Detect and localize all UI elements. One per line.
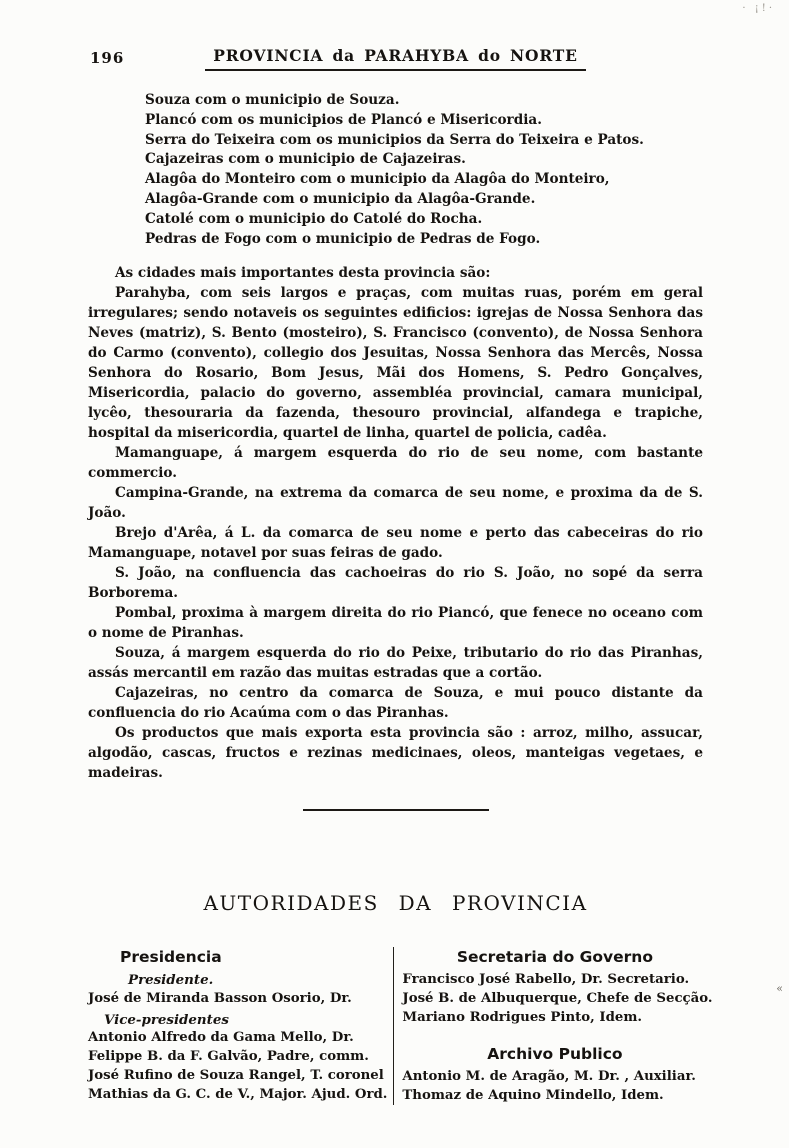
municipio-line: Plancó com os municipios de Plancó e Misericordia. (145, 111, 542, 128)
paragraph-brejo-darea: Brejo d'Arêa, á L. da comarca de seu nome e perto das cabeceiras do rio Mamanguape, notavel por suas feiras de gado. (88, 525, 703, 562)
header-title: PROVINCIA da PARAHYBA do NORTE (205, 46, 585, 71)
paragraph-souza: Souza, á margem esquerda do rio do Peixe, tributario do rio das Piranhas, assás mercantil em razão das muitas estradas que a cortão. (88, 645, 703, 682)
secretaria-member: Mariano Rodrigues Pinto, Idem. (402, 1009, 643, 1025)
secretaria-heading: Secretaria do Governo (456, 948, 653, 967)
municipio-line: Serra do Teixeira com os municipios da Serra do Teixeira e Patos. (145, 131, 644, 148)
secretaria-member: Francisco José Rabello, Dr. Secretario. (402, 972, 690, 988)
body-paragraphs (88, 263, 703, 783)
paragraph-campina-grande: Campina-Grande, na extrema da comarca de seu nome, e proxima da de S. João. (88, 485, 703, 522)
archivo-member: Thomaz de Aquino Mindello, Idem. (402, 1087, 664, 1103)
vice-presidentes-subheading: Vice-presidentes (104, 1011, 229, 1028)
autoridades-section-title: AUTORIDADES DA PROVINCIA (203, 891, 588, 916)
secretaria-member: José B. de Albuquerque, Chefe de Secção. (402, 991, 713, 1007)
municipio-line: Pedras de Fogo com o municipio de Pedras de Fogo. (145, 230, 541, 247)
paragraph-intro-cidades: As cidades mais importantes desta provincia são: (115, 265, 491, 282)
paragraph-mamanguape: Mamanguape, á margem esquerda do rio de seu nome, com bastante commercio. (88, 445, 703, 482)
municipio-line: Souza com o municipio de Souza. (145, 92, 400, 108)
municipio-line: Alagôa do Monteiro com o municipio da Alagôa do Monteiro, (145, 171, 610, 188)
archivo-member: Antonio M. de Aragão, M. Dr. , Auxiliar. (402, 1068, 696, 1084)
presidencia-column (88, 947, 393, 1105)
paragraph-parahyba: Parahyba, com seis largos e praças, com muitas ruas, porém em geral irregulares; sendo notaveis os seguintes edificios: igrejas de Nossa Senhora das Neves (matriz), S. Bento (mosteiro), S. Francisco (convento), de Nossa Senhora do Carmo (convento), collegio dos Jesuitas, Nossa Senhora das Mercês, Nossa Senhora do Rosario, Bom Jesus, Mãi dos Homens, S. Pedro Gonçalves, Misericordia, palacio do governo, assembléa provincial, camara municipal, lycêo, thesouraria da fazenda, thesouro provincial, alfandega e trapiche, hospital da misericordia, quartel de linha, quartel de policia, cadêa. (88, 285, 703, 442)
president-name: José de Miranda Basson Osorio, Dr. (88, 990, 352, 1006)
secretaria-archivo-column (393, 947, 713, 1105)
municipio-line: Catolé com o municipio do Catolé do Rocha. (145, 210, 483, 227)
paragraph-s-joao: S. João, na confluencia das cachoeiras do rio S. João, no sopé da serra Borborema. (88, 565, 703, 602)
section-separator-rule (303, 809, 489, 811)
municipios-list (145, 91, 703, 249)
scan-artifact-top-right: · ¡!· (742, 3, 775, 14)
scan-artifact-right-edge: « (776, 982, 783, 995)
vice-president-name: Antonio Alfredo da Gama Mello, Dr. (88, 1030, 354, 1046)
page-header (88, 46, 703, 71)
presidencia-heading: Presidencia (120, 948, 222, 967)
vice-president-name: Felippe B. da F. Galvão, Padre, comm. (88, 1048, 369, 1064)
vice-president-name: Mathias da G. C. de V., Major. Ajud. Ord. (88, 1086, 388, 1102)
vice-president-name: José Rufino de Souza Rangel, T. coronel (88, 1067, 384, 1083)
authorities-columns (88, 947, 713, 1105)
presidente-subheading: Presidente. (128, 972, 214, 989)
page-number: 196 (90, 49, 125, 67)
municipio-line: Alagôa-Grande com o municipio da Alagôa-Grande. (145, 190, 536, 207)
paragraph-cajazeiras: Cajazeiras, no centro da comarca de Souza, e mui pouco distante da confluencia do rio Acaúma com o das Piranhas. (88, 685, 703, 722)
paragraph-pombal: Pombal, proxima à margem direita do rio Piancó, que fenece no oceano com o nome de Piranhas. (88, 605, 703, 642)
archivo-heading: Archivo Publico (487, 1044, 623, 1063)
paragraph-productos: Os productos que mais exporta esta provincia são : arroz, milho, assucar, algodão, cascas, fructos e rezinas medicinaes, oleos, manteigas vegetaes, e madeiras. (88, 725, 703, 782)
municipio-line: Cajazeiras com o municipio de Cajazeiras. (145, 151, 466, 168)
